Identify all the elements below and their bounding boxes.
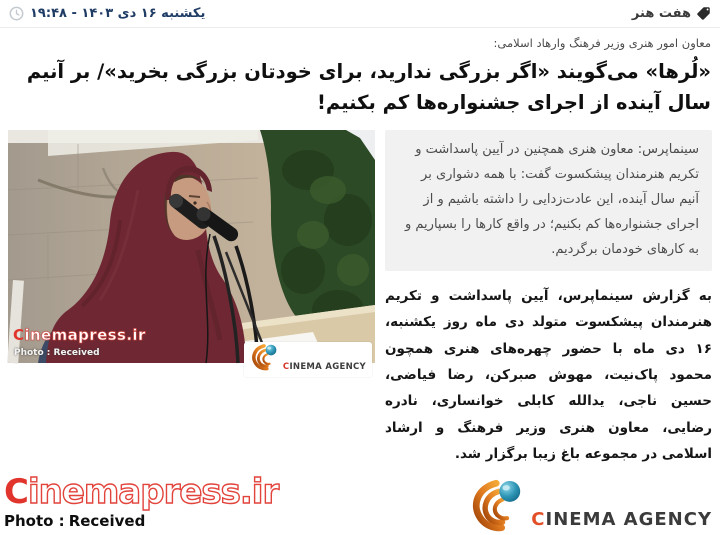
cinema-agency-label: CINEMA AGENCY	[531, 509, 712, 531]
photo-credit: Photo : Received	[4, 512, 146, 531]
logo-first-letter: C	[4, 472, 28, 513]
photo-watermark	[13, 326, 146, 344]
clock-icon	[9, 6, 24, 21]
article-datetime	[9, 6, 205, 21]
article-kicker: معاون امور هنری وزیر فرهنگ وارهاد اسلامی:	[493, 36, 711, 50]
cinema-agency-badge	[244, 342, 372, 377]
article-headline: «لُرها» می‌گویند «اگر بزرگی ندارید، برای خودتان بزرگی بخرید»/ بر آنیم سال آینده از اجرای جشنواره‌ها کم بکنیم!	[26, 60, 711, 115]
photo-credit-watermark: Photo : Received	[14, 348, 100, 359]
cinemapress-logo-block	[4, 472, 279, 531]
topbar	[0, 0, 720, 28]
logo-rest: inemapress.ir	[27, 472, 279, 513]
datetime-text: یکشنبه ۱۶ دی ۱۴۰۳ - ۱۹:۴۸	[30, 6, 206, 21]
watermark-rest: inemapress.ir	[24, 326, 146, 345]
category-link[interactable]	[632, 6, 711, 21]
cinema-agency-badge-icon	[250, 344, 280, 374]
article-content	[0, 130, 720, 467]
cinema-agency-logo	[469, 475, 712, 535]
cinemapress-logo	[4, 472, 279, 513]
quote-box: سینماپرس: معاون هنری همچنین در آیین پاسداشت و تکریم هنرمندان پیشکسوت گفت: با همه دشواری بر آنیم سال آینده، این عادت‌زدایی را داشته باشیم و از اجرای جشنواره‌ها کم بکنیم؛ در واقع کارها را بسپاریم و به کارهای خودمان برگردیم.	[385, 130, 712, 271]
tag-icon	[696, 6, 711, 21]
article-body: به گزارش سینماپرس، آیین پاسداشت و تکریم هنرمندان پیشکسوت متولد دی ماه روز یکشنبه، ۱۶ دی ماه با حضور چهره‌های هنری همچون محمود پاک‌نیت، مهوش صبرکن، رضا فیاضی، حسین ناجی، یدالله کابلی خوانساری، نادره رضایی، معاون هنری وزیر فرهنگ و ارشاد اسلامی در مجموعه باغ زیبا برگزار شد.	[385, 288, 712, 463]
category-label: هفت هنر	[631, 6, 691, 21]
article-text-column	[385, 130, 712, 467]
article-photo[interactable]	[8, 130, 375, 372]
cinema-agency-icon	[469, 479, 527, 535]
cinema-agency-badge-label: CINEMA AGENCY	[282, 361, 366, 372]
page-footer	[0, 472, 720, 535]
watermark-first-letter: C	[13, 326, 25, 345]
